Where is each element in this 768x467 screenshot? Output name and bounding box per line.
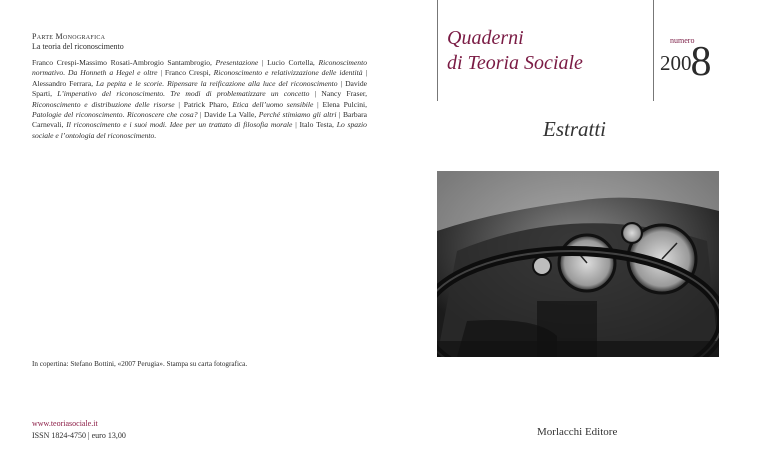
contents-author: | Davide Sparti, — [32, 78, 368, 99]
contents-author: | Elena Pulcini, — [313, 99, 367, 109]
dashboard-photo-icon — [437, 171, 719, 357]
journal-title-line1: Quaderni — [447, 27, 524, 49]
contents-author: | Italo Testa, — [292, 120, 337, 130]
contents-article-title: Presentazione — [215, 58, 259, 67]
contents-article-title: Il riconoscimento e i suoi modi. Idee per un trattato di filosofia morale — [66, 120, 293, 130]
contents-author: Franco Crespi-Massimo Rosati-Ambrogio Santambrogio, — [32, 58, 216, 67]
issn-price: ISSN 1824-4750 | euro 13,00 — [32, 431, 126, 440]
contents-article-title: Riconoscimento normativo. Da Honneth a Hegel e oltre — [32, 58, 367, 78]
issue-year: 200 — [660, 51, 692, 75]
journal-title — [447, 26, 583, 76]
contents-author: | Franco Crespi, — [157, 68, 214, 78]
section-title: La teoria del riconoscimento — [32, 42, 124, 51]
divider-left — [437, 0, 438, 101]
contents-article-title: Riconoscimento e distribuzione delle risorse — [32, 99, 175, 109]
website-link[interactable]: www.teoriasociale.it — [32, 419, 98, 428]
contents-article-title: Patologie del riconoscimento. Riconoscere che cosa? — [32, 110, 198, 120]
contents-article-title: Etica dell’uomo sensibile — [232, 99, 314, 109]
issue-label: numero — [670, 36, 695, 45]
contents-article-title: La pepita e le scorie. Ripensare la reificazione alla luce del riconoscimento — [95, 78, 338, 88]
contents-author: | Lucio Cortella, — [258, 58, 319, 67]
contents-author: | Davide La Valle, — [197, 110, 259, 120]
contents-article-title: Perché stimiamo gli altri — [258, 110, 337, 120]
contents-article-title: Lo spazio sociale e l’ontologia del riconoscimento. — [32, 120, 367, 140]
cover-subtitle: Estratti — [543, 117, 607, 141]
contents-author: | Nancy Fraser, — [309, 89, 368, 99]
contents-author: | Alessandro Ferrara, — [32, 68, 368, 88]
section-label: Parte Monografica — [32, 32, 106, 41]
back-cover-contents — [32, 32, 367, 141]
table-of-contents — [32, 58, 367, 141]
contents-author: | Barbara Carnevali, — [32, 110, 367, 130]
publisher: Morlacchi Editore — [537, 426, 618, 438]
cover-photo-dashboard — [437, 171, 719, 357]
issue-number — [660, 41, 712, 83]
contents-article-title: L’imperativo del riconoscimento. Tre modi di problematizzare un concetto — [57, 89, 310, 99]
cover-credit: In copertina: Stefano Bottini, «2007 Perugia». Stampa su carta fotografica. — [32, 360, 248, 368]
issue-digit: 8 — [690, 39, 712, 85]
journal-title-line2: di Teoria Sociale — [447, 52, 583, 74]
contents-article-title: Riconoscimento e relativizzazione delle identità — [213, 68, 363, 78]
divider-right — [653, 0, 654, 101]
contents-author: | Patrick Pharo, — [174, 99, 233, 109]
